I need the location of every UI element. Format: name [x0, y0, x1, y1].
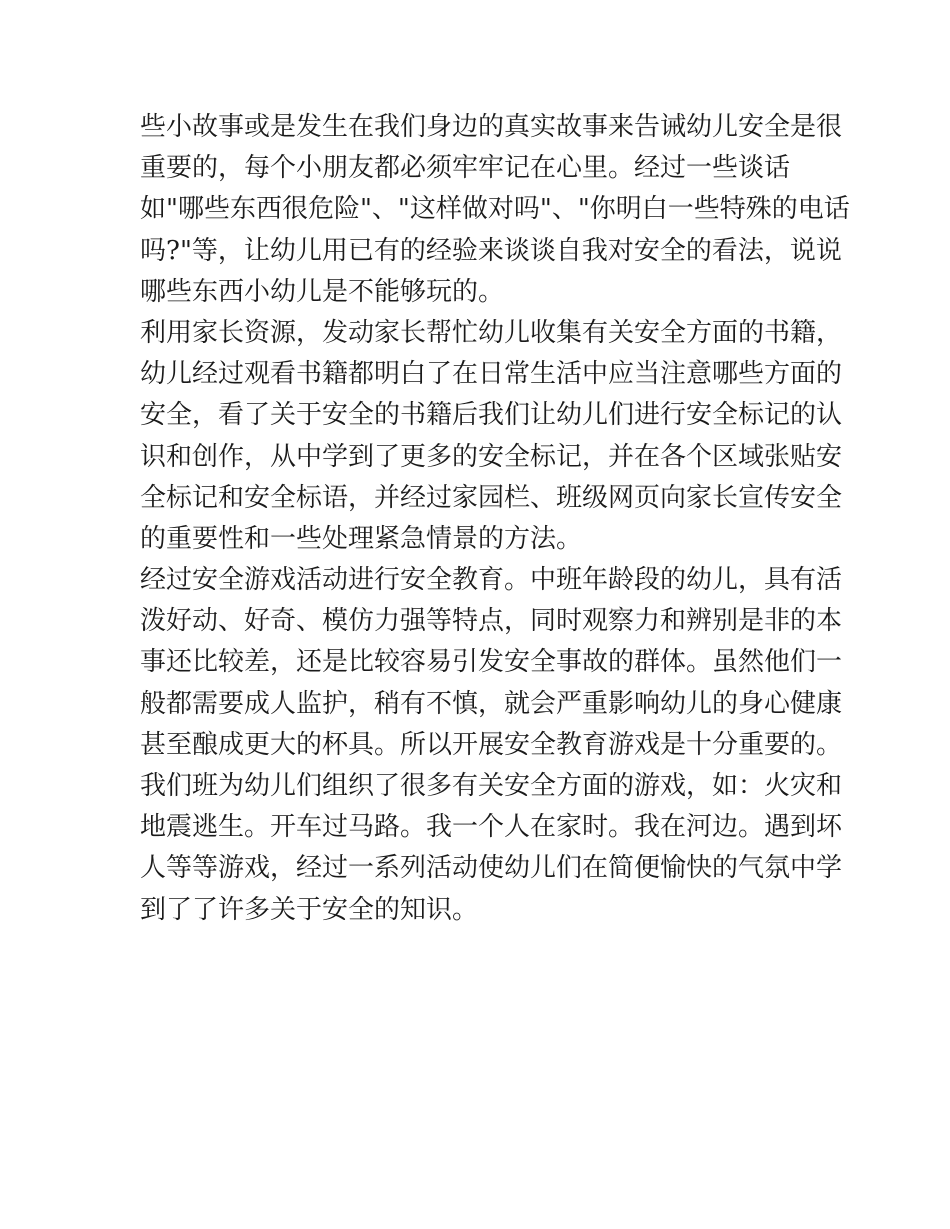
text-line: 的重要性和一些处理紧急情景的方法。 [140, 523, 583, 554]
text-line: 吗?"等，让幼儿用已有的经验来谈谈自我对安全的看法，说说 [140, 235, 842, 266]
paragraph-2 [140, 313, 843, 560]
document-body [140, 107, 850, 931]
text-line: 哪些东西小幼儿是不能够玩的。 [140, 276, 505, 307]
paragraph-3 [140, 560, 843, 931]
text-line: 我们班为幼儿们组织了很多有关安全方面的游戏，如：火灾和 [140, 771, 843, 801]
text-line: 些小故事或是发生在我们身边的真实故事来告诫幼儿安全是很 [140, 112, 843, 142]
text-line: 经过安全游戏活动进行安全教育。中班年龄段的幼儿，具有活 [140, 565, 843, 596]
text-line: 幼儿经过观看书籍都明白了在日常生活中应当注意哪些方面的 [140, 359, 843, 390]
text-line: 识和创作，从中学到了更多的安全标记，并在各个区域张贴安 [140, 441, 843, 472]
text-line: 地震逃生。开车过马路。我一个人在家时。我在河边。遇到坏 [140, 812, 843, 843]
text-line: 甚至酿成更大的杯具。所以开展安全教育游戏是十分重要的。 [140, 729, 843, 760]
paragraph-1 [140, 107, 850, 313]
text-line: 利用家长资源，发动家长帮忙幼儿收集有关安全方面的书籍， [140, 317, 843, 348]
text-line: 泼好动、好奇、模仿力强等特点，同时观察力和辨别是非的本 [140, 606, 843, 637]
text-line: 如"哪些东西很危险"、"这样做对吗"、"你明白一些特殊的电话 [140, 194, 850, 225]
text-line: 般都需要成人监护，稍有不慎，就会严重影响幼儿的身心健康 [140, 688, 843, 719]
text-line: 事还比较差，还是比较容易引发安全事故的群体。虽然他们一 [140, 647, 843, 678]
text-line: 全标记和安全标语，并经过家园栏、班级网页向家长宣传安全 [140, 482, 843, 513]
text-line: 到了了许多关于安全的知识。 [140, 894, 479, 925]
text-line: 安全，看了关于安全的书籍后我们让幼儿们进行安全标记的认 [140, 400, 843, 431]
text-line: 重要的，每个小朋友都必须牢牢记在心里。经过一些谈话 [140, 153, 791, 184]
text-line: 人等等游戏，经过一系列活动使幼儿们在简便愉快的气氛中学 [140, 853, 843, 884]
